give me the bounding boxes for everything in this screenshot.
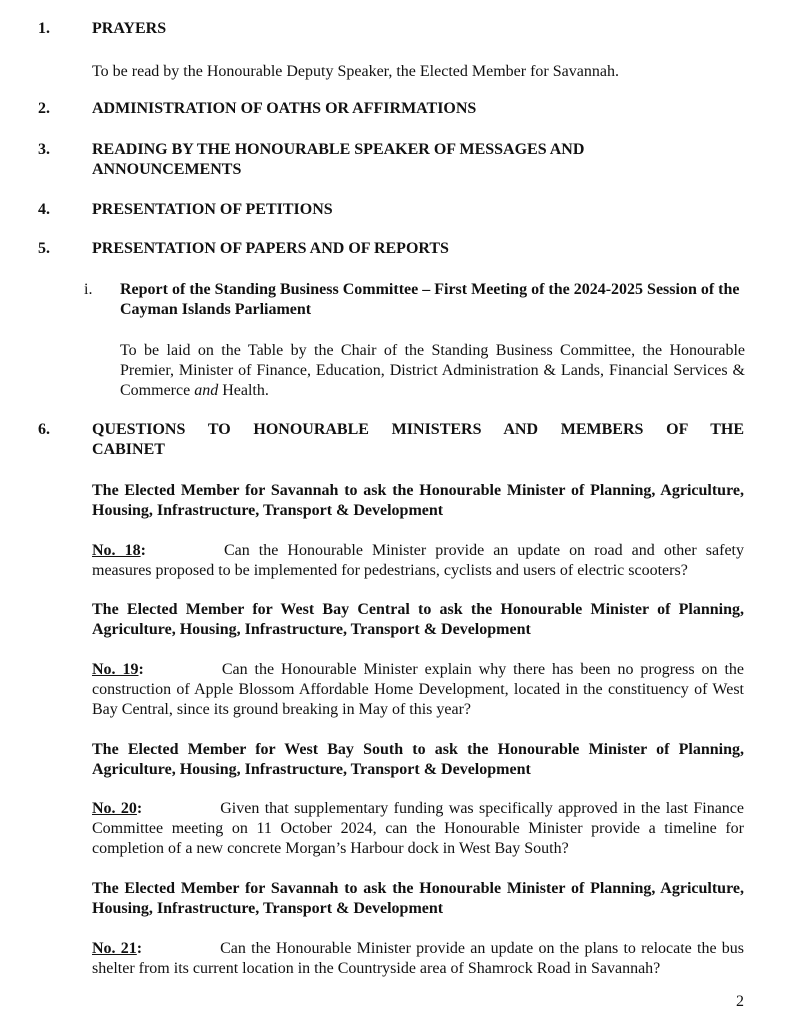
question-asker-19: The Elected Member for West Bay Central to ask the Honourable Minister of Planning, Agriculture, Housing, Infrastructure, Transport & Development	[92, 601, 744, 638]
question-colon-18: :	[140, 542, 146, 559]
question-text-21: Can the Honourable Minister provide an update on the plans to relocate the bus shelter from its current location in the Countryside area of Shamrock Road in Savannah?	[92, 940, 745, 977]
question-text-19: Can the Honourable Minister explain why there has been no progress on the construction of Apple Blossom Affordable Home Development, located in the constituency of West Bay Central, since its ground breaking in May of this year?	[92, 661, 745, 718]
item-heading-prayers: PRAYERS	[92, 20, 167, 37]
item-heading-questions-line1: QUESTIONS TO HONOURABLE MINISTERS AND MEMBERS OF THE	[92, 421, 744, 438]
question-colon-19: :	[138, 661, 144, 678]
item-heading-questions	[92, 420, 744, 460]
item-number-2: 2.	[38, 100, 50, 117]
item-heading-messages-line2: ANNOUNCEMENTS	[92, 161, 242, 178]
item-number-6: 6.	[38, 421, 50, 438]
item-number-5: 5.	[38, 240, 50, 257]
question-asker-21: The Elected Member for Savannah to ask the Honourable Minister of Planning, Agriculture, Housing, Infrastructure, Transport & Development	[92, 880, 744, 917]
question-text-18: Can the Honourable Minister provide an update on road and other safety measures proposed to be implemented for pedestrians, cyclists and users of electric scooters?	[92, 542, 744, 579]
question-colon-21: :	[136, 940, 143, 957]
report-body-text: To be laid on the Table by the Chair of the Standing Business Committee, the Honourable Premier, Minister of Finance, Education, District Administration & Lands, Financial Services & Commerce	[120, 342, 745, 399]
question-text-20: Given that supplementary funding was specifically approved in the last Finance Committee meeting on 11 October 2024, can the Honourable Minister provide a timeline for completion of a new concrete Morgan’s Harbour dock in West Bay South?	[92, 800, 744, 857]
report-body-italic: and	[194, 382, 219, 399]
page-number: 2	[736, 993, 744, 1010]
question-asker-18: The Elected Member for Savannah to ask the Honourable Minister of Planning, Agriculture, Housing, Infrastructure, Transport & Development	[92, 482, 744, 519]
item-heading-petitions: PRESENTATION OF PETITIONS	[92, 201, 333, 218]
report-body-end: Health.	[218, 382, 269, 399]
subitem-report-body	[120, 341, 745, 401]
question-19	[92, 660, 744, 720]
subitem-report-title: Report of the Standing Business Committee – First Meeting of the 2024-2025 Session of the Cayman Islands Parliament	[120, 281, 740, 318]
item-heading-papers: PRESENTATION OF PAPERS AND OF REPORTS	[92, 240, 449, 257]
item-heading-oaths: ADMINISTRATION OF OATHS OR AFFIRMATIONS	[92, 100, 477, 117]
question-label-20: No. 20	[92, 800, 137, 817]
question-label-18: No. 18	[92, 542, 141, 559]
question-label-21: No. 21	[92, 940, 137, 957]
item-number-1: 1.	[38, 20, 50, 37]
item-number-3: 3.	[38, 141, 50, 158]
question-21	[92, 939, 744, 979]
item-number-4: 4.	[38, 201, 50, 218]
item-heading-messages	[92, 140, 744, 180]
question-20	[92, 799, 744, 859]
item-heading-questions-line2: CABINET	[92, 441, 165, 458]
question-label-19: No. 19	[92, 661, 139, 678]
prayers-body: To be read by the Honourable Deputy Speaker, the Elected Member for Savannah.	[92, 63, 619, 80]
question-colon-20: :	[136, 800, 143, 817]
subitem-number: i.	[84, 281, 93, 298]
item-heading-messages-line1: READING BY THE HONOURABLE SPEAKER OF MESSAGES AND	[92, 141, 585, 158]
question-18	[92, 541, 744, 581]
question-asker-20: The Elected Member for West Bay South to ask the Honourable Minister of Planning, Agriculture, Housing, Infrastructure, Transport & Development	[92, 741, 744, 778]
